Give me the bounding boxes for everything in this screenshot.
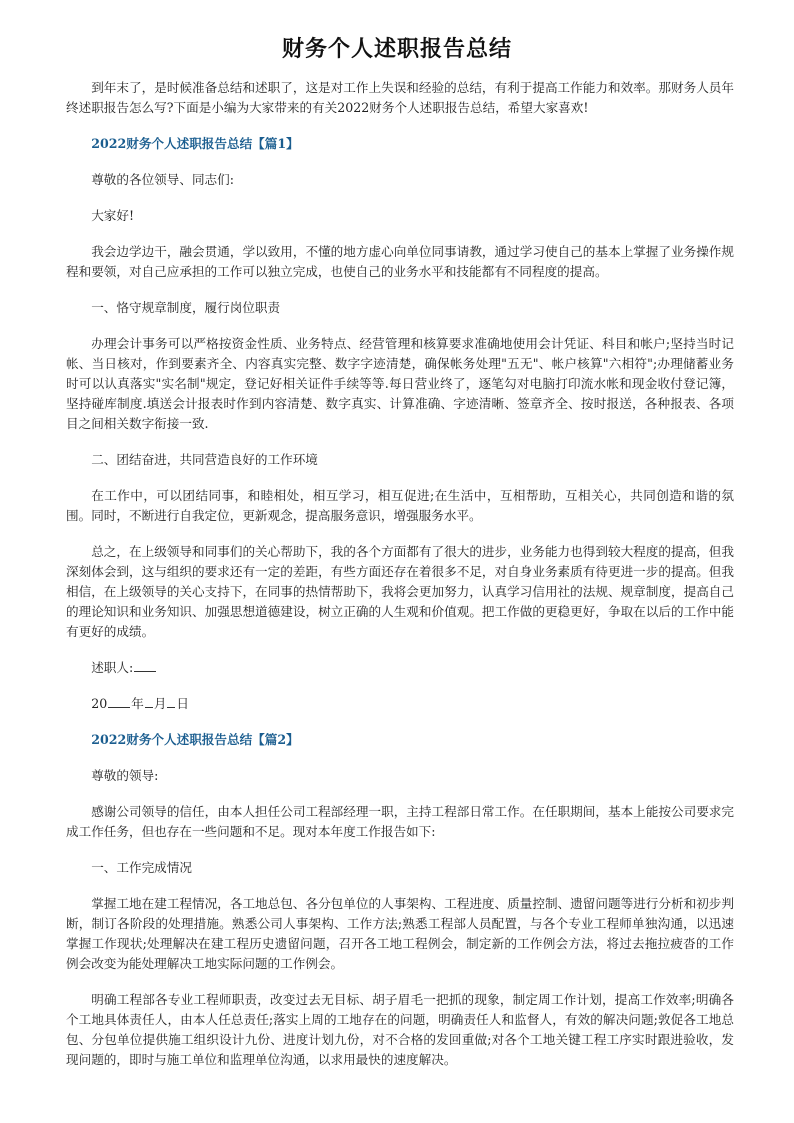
date-year: 年 — [131, 696, 144, 711]
intro-paragraph: 到年末了，是时候准备总结和述职了，这是对工作上失误和经验的总结，有利于提高工作能力和效率。那财务人员年终述职报告怎么写?下面是小编为大家带来的有关2022财务个人述职报告总结，希望大家喜欢! — [66, 80, 734, 115]
signer-line — [66, 658, 734, 678]
document-body — [66, 78, 734, 1086]
section-1-heading: 2022财务个人述职报告总结【篇1】 — [91, 136, 299, 151]
section-2-paragraph: 掌握工地在建工程情况，各工地总包、各分包单位的人事架构、工程进度、质量控制、遗留问题等进行分析和初步判断，制订各阶段的处理措施。熟悉公司人事架构、工作方法;熟悉工程部人员配置，与各个专业工程师单独沟通，以迅速掌握工作现状;处理解决在建工程历史遗留问题，召开各工地工程例会，制定新的工作例会方法，将过去拖拉疲沓的工作例会改变为能处理解决工地实际问题的工作例会。 — [66, 896, 734, 971]
section-1-paragraph: 在工作中，可以团结同事，和睦相处，相互学习，相互促进;在生活中，互相帮助，互相关心，共同创造和谐的氛围。同时，不断进行自我定位，更新观念，提高服务意识，增强服务水平。 — [66, 488, 734, 523]
document-title: 财务个人述职报告总结 — [281, 37, 512, 62]
section-2-subheading: 一、工作完成情况 — [91, 860, 192, 875]
signer-blank — [134, 658, 156, 672]
section-1-subheading: 一、恪守规章制度，履行岗位职责 — [91, 300, 281, 315]
section-1-hello: 大家好! — [91, 208, 135, 223]
section-2-paragraph: 感谢公司领导的信任，由本人担任公司工程部经理一职，主持工程部日常工作。在任职期间，基本上能按公司要求完成工作任务，但也存在一些问题和不足。现对本年度工作报告如下: — [66, 804, 734, 839]
section-1-greeting: 尊敬的各位领导、同志们: — [91, 172, 234, 187]
date-line — [66, 694, 734, 714]
section-2-greeting: 尊敬的领导: — [91, 768, 159, 783]
section-1-paragraph: 办理会计事务可以严格按资金性质、业务特点、经营管理和核算要求准确地使用会计凭证、科目和帐户;坚持当时记帐、当日核对，作到要素齐全、内容真实完整、数字字迹清楚，确保帐务处理"五无"、帐户核算"六相符";办理储蓄业务时可以认真落实"实名制"规定，登记好相关证件手续等等.每日营业终了，逐笔勾对电脑打印流水帐和现金收付登记簿，坚持碰库制度.填送会计报表时作到内容清楚、数字真实、计算准确、字迹清晰、签章齐全、按时报送，各种报表、各项目之间相关数字衔接一致. — [66, 336, 734, 431]
section-1-paragraph: 我会边学边干，融会贯通，学以致用，不懂的地方虚心向单位同事请教，通过学习使自己的基本上掌握了业务操作规程和要领，对自己应承担的工作可以独立完成，也使自己的业务水平和技能都有不同程度的提高。 — [66, 244, 734, 279]
section-2-heading: 2022财务个人述职报告总结【篇2】 — [91, 732, 299, 747]
section-1-subheading: 二、团结奋进，共同营造良好的工作环境 — [91, 452, 318, 467]
date-day-blank — [167, 694, 175, 708]
date-month: 月 — [153, 696, 167, 711]
date-day: 日 — [176, 696, 189, 711]
section-1-paragraph: 总之，在上级领导和同事们的关心帮助下，我的各个方面都有了很大的进步，业务能力也得到较大程度的提高，但我深刻体会到，这与组织的要求还有一定的差距，有些方面还存在着很多不足，对自身业务素质有待更进一步的提高。但我相信，在上级领导的关心支持下，在同事的热情帮助下，我将会更加努力，认真学习信用社的法规、规章制度，提高自己的理论知识和业务知识、加强思想道德建设，树立正确的人生观和价值观。把工作做的更稳更好，争取在以后的工作中能有更好的成绩。 — [66, 544, 734, 639]
signer-label: 述职人: — [91, 660, 134, 675]
date-month-blank — [145, 694, 153, 708]
date-prefix: 20 — [91, 696, 108, 711]
date-year-blank — [108, 694, 130, 708]
section-2-paragraph: 明确工程部各专业工程师职责，改变过去无目标、胡子眉毛一把抓的现象，制定周工作计划，提高工作效率;明确各个工地具体责任人，由本人任总责任;落实上周的工地存在的问题，明确责任人和监督人，有效的解决问题;敦促各工地总包、分包单位提供施工组织设计九份、进度计划九份，对不合格的发回重做;对各个工地关键工程工序实时跟进验收，发现问题的，即时与施工单位和监理单位沟通，以求用最快的速度解决。 — [66, 992, 734, 1067]
